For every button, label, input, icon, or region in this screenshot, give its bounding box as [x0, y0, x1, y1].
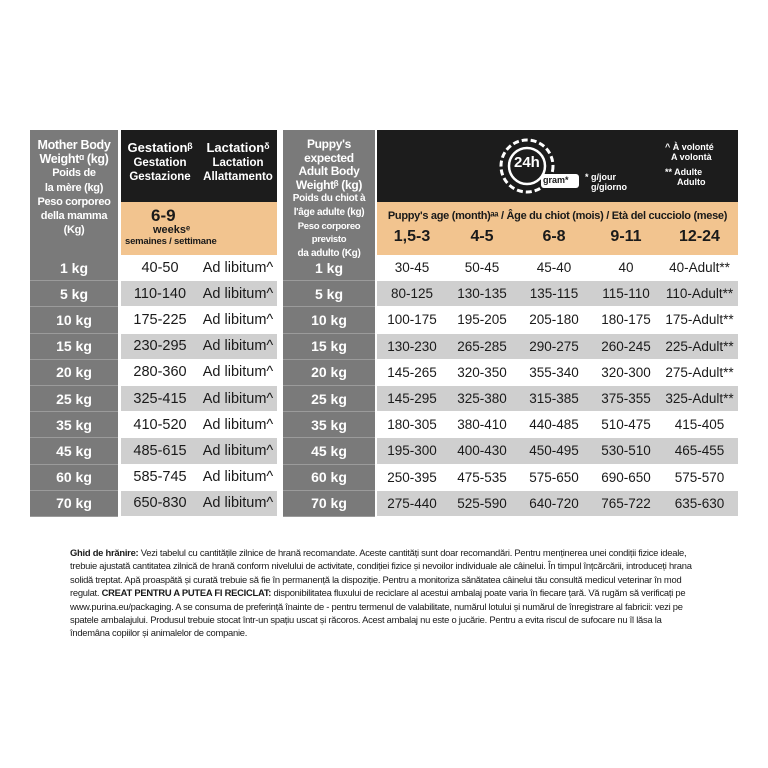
mother-weight-cell: 20 kg — [30, 360, 118, 386]
puppy-feeding-cell: 100-175 — [387, 312, 437, 328]
mother-weight-cell: 35 kg — [30, 412, 118, 438]
puppy-feeding-cell: 415-405 — [674, 417, 725, 433]
gestation-value: 40-50 — [141, 259, 179, 276]
gram-note-1: * g/jour — [585, 172, 616, 182]
mother-weight-cell: 5 kg — [30, 281, 118, 307]
puppy-weight-cell: 60 kg — [283, 465, 375, 491]
gestation-weeks-fr-it: semaines / settimane — [125, 236, 217, 247]
puppy-feeding-cell: 195-205 — [457, 312, 507, 328]
age-header — [377, 202, 738, 255]
mother-weight-cell: 60 kg — [30, 465, 118, 491]
lactation-value: Ad libitum^ — [202, 338, 274, 355]
gestation-lactation-row — [121, 491, 277, 517]
lactation-sub2: Allattamento — [203, 171, 273, 183]
puppy-feeding-cell: 195-300 — [387, 443, 437, 459]
puppy-feeding-row — [377, 334, 738, 360]
puppy-feeding-cell: 325-380 — [457, 391, 507, 407]
gestation-value: 485-615 — [133, 442, 187, 459]
puppy-feeding-cell: 510-475 — [601, 417, 651, 433]
puppy-feeding-row — [377, 307, 738, 333]
lactation-title: Lactationᵟ — [206, 140, 270, 155]
puppy-feeding-cell: 475-535 — [457, 469, 507, 485]
gestation-weeks: weeksᵉ — [153, 224, 191, 236]
puppy-weight-cell: 15 kg — [283, 334, 375, 360]
gestation-value: 410-520 — [133, 416, 187, 433]
puppy-feeding-cell: 180-175 — [601, 312, 651, 328]
puppy-feeding-cell: 225-Adult** — [665, 338, 734, 354]
puppy-feeding-cell: 450-495 — [529, 443, 579, 459]
footer-bold-lead: Ghid de hrănire: — [70, 547, 139, 558]
footer-text-1: Vezi tabelul cu cantitățile zilnice de hrană recomandate. Aceste cantități sunt doar recomandări. Pentru menținerea unei condiții fizice ideale, trebuie ajustată cantitatea zilnică de hrană conform nivelului de activitate, condiției fizice și nevoilor individuale ale câinelui. În timpul înțcărcării, introduceți hrana solidă treptat. Apă proaspătă și curată trebuie să fie în permanență la dispoziție. Pentru a monitoriza sănătatea câinelui tău consultă medicul veterinar în mod regulat. — [70, 547, 692, 599]
puppy-weight-header: Puppy's expected Adult Body Weightᵝ (kg) Poids du chiot à l'âge adulte (kg) Peso corporeo previsto da adulto (Kg) — [283, 130, 375, 255]
puppy-feeding-cell: 525-590 — [457, 495, 507, 511]
puppy-weight-cell: 20 kg — [283, 360, 375, 386]
puppy-feeding-cell: 50-45 — [464, 260, 500, 276]
mother-weight-cell: 10 kg — [30, 307, 118, 333]
mother-weight-rows — [30, 255, 118, 517]
mother-weight-cell: 45 kg — [30, 438, 118, 464]
puppy-feeding-cell: 40-Adult** — [669, 260, 730, 276]
gestation-lactation-row — [121, 307, 277, 333]
puppy-weight-column — [283, 130, 375, 517]
puppy-feeding-cell: 40 — [618, 260, 634, 276]
note-star-1: ** Adulte — [665, 167, 703, 177]
lactation-value: Ad libitum^ — [202, 364, 274, 381]
puppy-feeding-cell: 250-395 — [387, 469, 437, 485]
gram-note-2: g/giorno — [591, 182, 627, 192]
gestation-sub2: Gestazione — [129, 171, 191, 183]
puppy-weight-cell: 5 kg — [283, 281, 375, 307]
puppy-feeding-cell: 260-245 — [601, 338, 651, 354]
gestation-sub1: Gestation — [133, 157, 187, 169]
puppy-feeding-cell: 130-230 — [387, 338, 437, 354]
footer-bold-mid: CREAT PENTRU A PUTEA FI RECICLAT: — [101, 587, 272, 599]
note-star-2: Adulto — [677, 177, 706, 187]
puppy-feeding-cell: 400-430 — [457, 443, 507, 459]
gestation-value: 110-140 — [133, 285, 187, 302]
gestation-range: 6-9 — [151, 206, 176, 225]
gestation-lactation-row — [121, 360, 277, 386]
lactation-sub1: Lactation — [212, 157, 264, 169]
puppy-feeding-cell: 180-305 — [387, 417, 437, 433]
puppy-feeding-cell: 315-385 — [529, 391, 579, 407]
gestation-lactation-row — [121, 334, 277, 360]
lactation-value: Ad libitum^ — [202, 311, 274, 328]
puppy-feeding-row — [377, 360, 738, 386]
lactation-value: Ad libitum^ — [202, 285, 274, 302]
gestation-value: 585-745 — [133, 469, 187, 486]
puppy-feeding-header — [377, 130, 738, 202]
puppy-feeding-cell: 275-440 — [387, 495, 437, 511]
puppy-weight-cell: 10 kg — [283, 307, 375, 333]
mother-weight-column — [30, 130, 118, 517]
puppy-weight-cell: 35 kg — [283, 412, 375, 438]
gestation-value: 325-415 — [133, 390, 187, 407]
puppy-feeding-cell: 765-722 — [601, 495, 651, 511]
lactation-value: Ad libitum^ — [202, 469, 274, 486]
puppy-feeding-row — [377, 465, 738, 491]
puppy-feeding-cell: 265-285 — [457, 338, 507, 354]
lactation-value: Ad libitum^ — [202, 442, 274, 459]
puppy-feeding-cell: 45-40 — [536, 260, 572, 276]
puppy-weight-cell: 25 kg — [283, 386, 375, 412]
mother-weight-cell: 15 kg — [30, 334, 118, 360]
puppy-feeding-row — [377, 491, 738, 517]
lactation-value: Ad libitum^ — [202, 416, 274, 433]
puppy-feeding-cell: 575-650 — [529, 469, 579, 485]
gestation-lactation-row — [121, 412, 277, 438]
age-column-label: 4-5 — [470, 228, 494, 245]
age-columns — [377, 228, 738, 246]
note-caret-1: ^ À volonté — [665, 142, 714, 152]
puppy-feeding-cell: 440-485 — [529, 417, 579, 433]
puppy-weight-cell: 1 kg — [283, 255, 375, 281]
puppy-feeding-cell: 135-115 — [529, 286, 579, 302]
lactation-value: Ad libitum^ — [202, 495, 274, 512]
gestation-title: Gestationᵝ — [127, 140, 193, 155]
puppy-feeding-cell: 325-Adult** — [665, 391, 734, 407]
puppy-feeding-cell: 635-630 — [674, 495, 725, 511]
age-column-label: 6-8 — [542, 228, 566, 245]
gestation-weeks-box — [121, 202, 277, 255]
puppy-feeding-cell: 110-Adult** — [665, 286, 734, 302]
mother-weight-cell: 70 kg — [30, 491, 118, 517]
puppy-feeding-cell: 320-300 — [601, 364, 651, 380]
mother-weight-header: Mother Body Weightᵅ (kg) Poids de la mère (kg) Peso corporeo della mamma (Kg) — [30, 130, 118, 255]
age-column-label: 12-24 — [679, 228, 720, 245]
puppy-feeding-row — [377, 386, 738, 412]
gram-label: gram* — [543, 175, 569, 185]
puppy-feeding-row — [377, 255, 738, 281]
puppy-weight-cell: 70 kg — [283, 491, 375, 517]
puppy-feeding-cell: 205-180 — [529, 312, 579, 328]
puppy-feeding-cell: 465-455 — [674, 443, 725, 459]
note-caret-2: A volontà — [671, 152, 712, 162]
puppy-feeding-cell: 355-340 — [529, 364, 579, 380]
gestation-lactation-rows — [121, 255, 277, 517]
age-column-label: 1,5-3 — [393, 228, 431, 245]
puppy-feeding-row — [377, 281, 738, 307]
lactation-value: Ad libitum^ — [202, 390, 274, 407]
age-column-label: 9-11 — [610, 228, 642, 245]
mother-weight-cell: 25 kg — [30, 386, 118, 412]
puppy-feeding-cell: 380-410 — [457, 417, 507, 433]
puppy-weight-cell: 45 kg — [283, 438, 375, 464]
gestation-value: 650-830 — [133, 495, 187, 512]
puppy-feeding-cell: 640-720 — [529, 495, 579, 511]
puppy-feeding-table — [377, 130, 738, 517]
gestation-lactation-table — [121, 130, 277, 517]
puppy-feeding-cell: 375-355 — [601, 391, 651, 407]
puppy-feeding-row — [377, 412, 738, 438]
lactation-value: Ad libitum^ — [202, 259, 274, 276]
gestation-value: 280-360 — [133, 364, 187, 381]
mother-weight-cell: 1 kg — [30, 255, 118, 281]
puppy-feeding-row — [377, 438, 738, 464]
footer-text-2: disponibilitatea fluxului de reciclare al acestui ambalaj poate varia în fiecare țară. Vă rugăm să verificați pe www.purina.eu/packaging. A se consuma de preferință înainte de - pentru termenul de valabilitate, numărul lotului și numărul de înregistrare al fabricii: vezi pe spatele ambalajului. Produsul trebuie stocat într-un spațiu uscat și răcoros. Acest ambalaj nu este o jucărie. Pentru a evita riscul de sufocare nu îl lăsa la îndemâna copiilor și animalelor de companie. — [70, 587, 686, 639]
puppy-feeding-cell: 175-Adult** — [665, 312, 734, 328]
puppy-feeding-cell: 80-125 — [390, 286, 434, 302]
gestation-lactation-header — [121, 130, 277, 202]
age-title: Puppy's age (month)ᵃᵃ / Âge du chiot (mois) / Età del cucciolo (mese) — [387, 210, 728, 222]
puppy-feeding-cell: 320-350 — [457, 364, 507, 380]
clock-label: 24h — [514, 154, 540, 171]
puppy-feeding-cell: 690-650 — [601, 469, 651, 485]
puppy-feeding-cell: 145-265 — [387, 364, 437, 380]
gestation-lactation-row — [121, 438, 277, 464]
puppy-feeding-cell: 575-570 — [674, 469, 725, 485]
gestation-lactation-row — [121, 386, 277, 412]
puppy-weight-rows — [283, 255, 375, 517]
puppy-feeding-cell: 30-45 — [394, 260, 430, 276]
gestation-lactation-row — [121, 255, 277, 281]
gestation-value: 230-295 — [133, 338, 187, 355]
gestation-value: 175-225 — [133, 311, 187, 328]
gestation-lactation-row — [121, 465, 277, 491]
puppy-feeding-cell: 275-Adult** — [665, 364, 734, 380]
puppy-feeding-cell: 145-295 — [387, 391, 437, 407]
puppy-feeding-rows — [377, 255, 738, 517]
clock-bowl-icon — [495, 134, 585, 198]
gestation-lactation-row — [121, 281, 277, 307]
puppy-feeding-cell: 530-510 — [601, 443, 651, 459]
puppy-feeding-cell: 115-110 — [602, 286, 650, 302]
puppy-feeding-cell: 290-275 — [529, 338, 579, 354]
feeding-guide-text — [70, 546, 700, 640]
puppy-feeding-cell: 130-135 — [457, 286, 507, 302]
